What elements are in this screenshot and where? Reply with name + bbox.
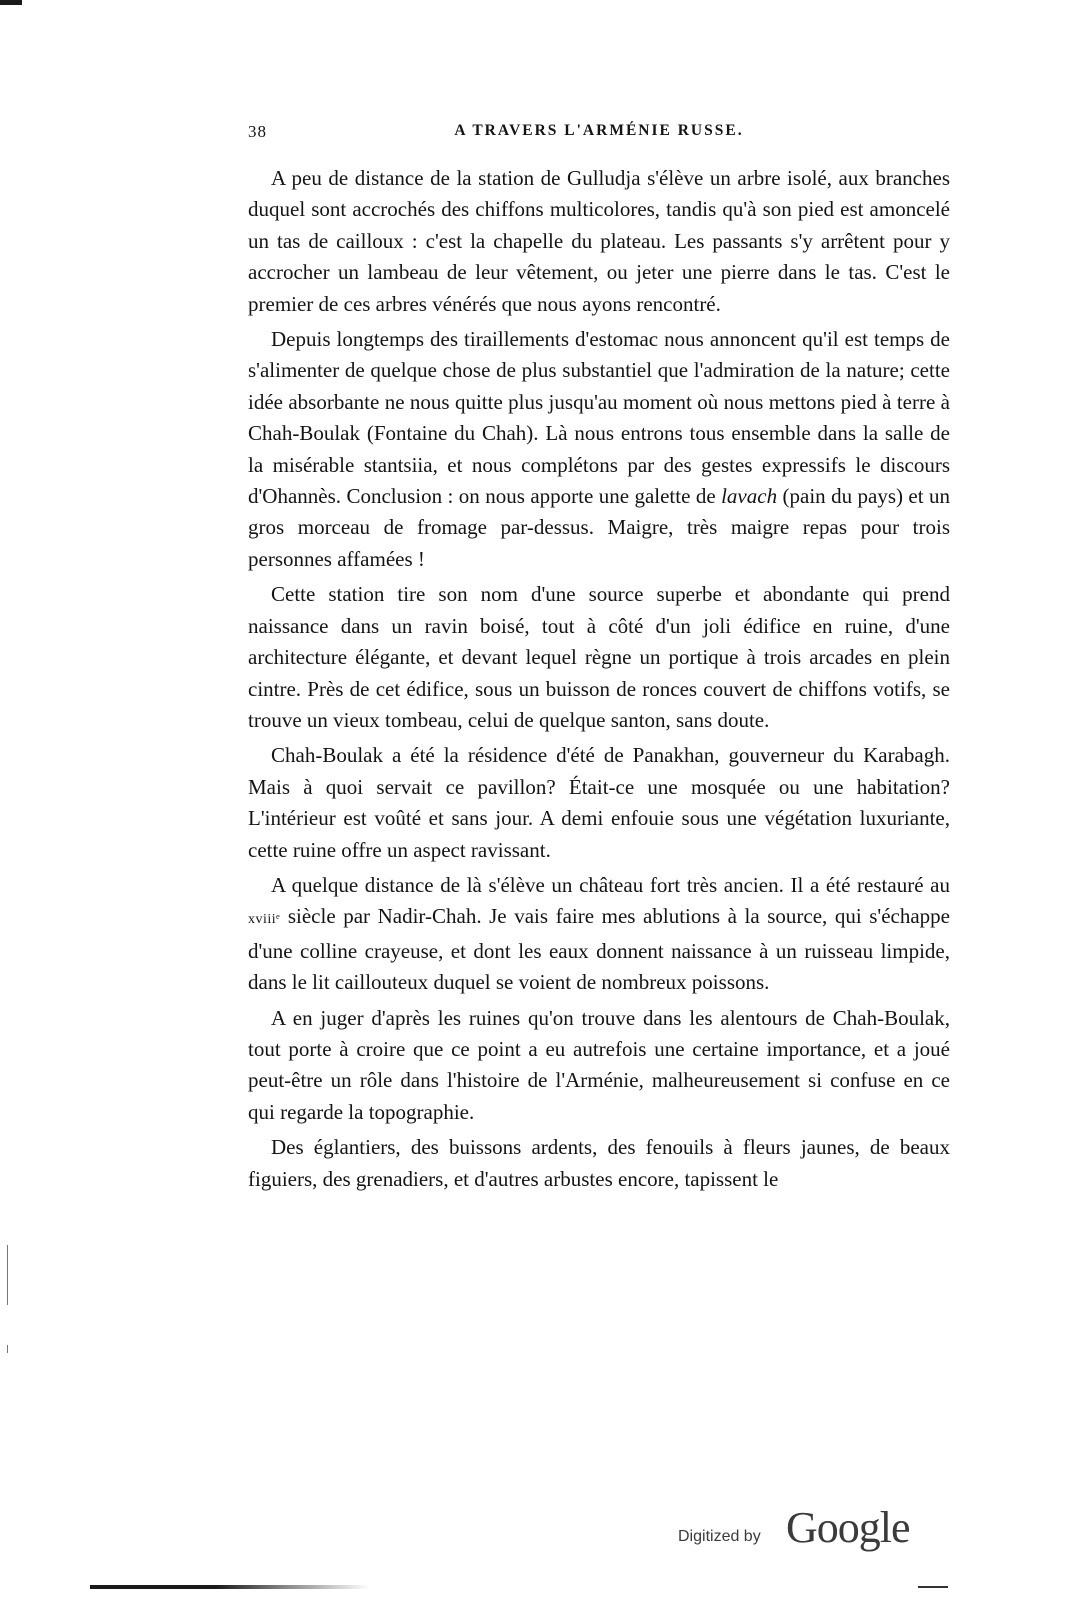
paragraph-1: A peu de distance de la station de Gulludja s'élève un arbre isolé, aux branches duquel sont accrochés des chiffons multicolores, tandis qu'à son pied est amoncelé un tas de cailloux : c'est la chapelle du plateau. Les passants s'y arrêtent pour y accrocher un lambeau de leur vêtement, ou jeter une pierre dans le tas. C'est le premier de ces arbres vénérés que nous ayons rencontré. — [248, 166, 950, 316]
paragraph-2-text-a: Depuis longtemps des tiraillements d'estomac nous annoncent qu'il est temps de s'alimenter de quelque chose de plus substantiel que l'admiration de la nature; cette idée absorbante ne nous quitte plus jusqu'au moment où nous mettons pied à terre à Chah-Boulak (Fontaine du Chah). Là nous entrons tous ensemble dans la salle de la misérable stantsiia, et nous complétons par des gestes expressifs le discours d'Ohannès. Conclusion : on nous apporte une galette de — [248, 327, 950, 509]
century-numeral: xviiiᵉ — [248, 912, 281, 928]
paragraph-3: Cette station tire son nom d'une source superbe et abondante qui prend naissance dans un ravin boisé, tout à côté d'un joli édifice en ruine, d'une architecture élégante, et devant lequel règne un portique à trois arcades en plein cintre. Près de cet édifice, sous un buisson de ronces couvert de chiffons votifs, se trouve un vieux tombeau, celui de quelque santon, sans doute. — [248, 582, 950, 732]
running-head: A TRAVERS L'ARMÉNIE RUSSE. — [454, 122, 744, 139]
paragraph-6: A en juger d'après les ruines qu'on trouve dans les alentours de Chah-Boulak, tout porte à croire que ce point a eu autrefois une certaine importance, et a joué peut-être un rôle dans l'histoire de l'Arménie, malheureusement si confuse en ce qui regarde la topographie. — [248, 1005, 950, 1124]
paragraph-2-text-b: (pain du pays) et un gros morceau de fromage par-dessus. Maigre, très maigre repas pour trois personnes affamées ! — [248, 484, 950, 571]
scan-margin-mark — [7, 1245, 8, 1305]
scan-margin-mark — [7, 1345, 8, 1353]
scan-bottom-edge — [90, 1585, 370, 1589]
scan-corner-mark — [0, 0, 22, 5]
paragraph-2 — [248, 324, 950, 575]
paragraph-7: Des églantiers, des buissons ardents, des fenouils à fleurs jaunes, de beaux figuiers, des grenadiers, et d'autres arbustes encore, tapissent le — [248, 1135, 950, 1191]
page-number: 38 — [248, 122, 267, 141]
page-header — [248, 122, 950, 146]
body-text — [248, 163, 950, 1199]
paragraph-5-text-b: siècle par Nadir-Chah. Je vais faire mes ablutions à la source, qui s'échappe d'une colline crayeuse, et dont les eaux donnent naissance à un ruisseau limpide, dans le lit caillouteux duquel se voient de nombreux poissons. — [248, 904, 950, 995]
digitized-watermark — [678, 1498, 918, 1558]
paragraph-5 — [248, 870, 950, 999]
google-logo: Google — [786, 1503, 910, 1552]
paragraph-4: Chah-Boulak a été la résidence d'été de Panakhan, gouverneur du Karabagh. Mais à quoi servait ce pavillon? Était-ce une mosquée ou une habitation? L'intérieur est voûté et sans jour. A demi enfouie sous une végétation luxuriante, cette ruine offre un aspect ravissant. — [248, 743, 950, 862]
watermark-prefix: Digitized by — [678, 1528, 761, 1545]
emphasis-lavach: lavach — [721, 484, 778, 509]
paragraph-5-text-a: A quelque distance de là s'élève un château fort très ancien. Il a été restauré au — [271, 872, 950, 897]
scan-bottom-edge-right — [918, 1586, 948, 1588]
